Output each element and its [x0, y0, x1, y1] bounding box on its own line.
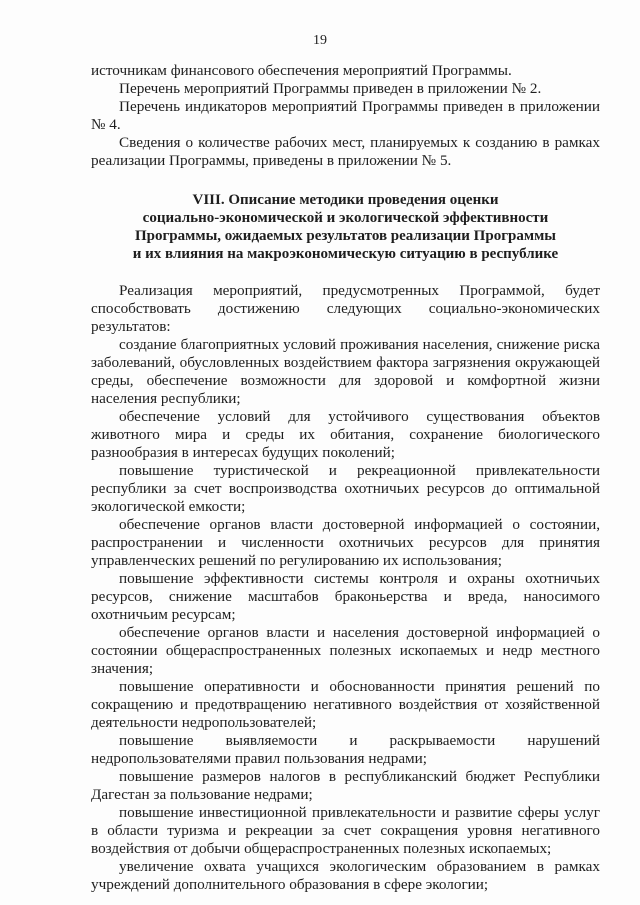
section-heading-line-4: и их влияния на макроэкономическую ситуацию в республике: [132, 246, 559, 262]
section-paragraph-4: повышение туристической и рекреационной привлекательности республики за счет воспроизводства охотничьих ресурсов до оптимальной экологической емкости;: [91, 462, 600, 515]
section-heading-line-1: VIII. Описание методики проведения оценки: [192, 192, 499, 208]
section-paragraph-12: увеличение охвата учащихся экологическим образованием в рамках учреждений дополнительного образования в сфере экологии;: [91, 858, 600, 893]
section-heading-line-3: Программы, ожидаемых результатов реализации Программы: [134, 228, 556, 244]
section-paragraph-8: повышение оперативности и обоснованности принятия решений по сокращению и предотвращению негативного воздействия от хозяйственной деятельности недропользователей;: [91, 678, 600, 731]
section-paragraph-5: обеспечение органов власти достоверной информацией о состоянии, распространении и численности охотничьих ресурсов для принятия управленческих решений по регулированию их использования;: [91, 516, 600, 569]
section-paragraph-11: повышение инвестиционной привлекательности и развитие сферы услуг в области туризма и рекреации за счет сокращения уровня негативного воздействия от добычи общераспространенных полезных ископаемых;: [91, 804, 600, 857]
section-paragraph-10: повышение размеров налогов в республиканский бюджет Республики Дагестан за пользование недрами;: [91, 768, 600, 803]
intro-paragraph-4: Сведения о количестве рабочих мест, планируемых к созданию в рамках реализации Программы, приведены в приложении № 5.: [91, 134, 600, 169]
section-heading-line-2: социально-экономической и экологической эффективности: [142, 210, 549, 226]
intro-paragraph-1: источникам финансового обеспечения мероприятий Программы.: [91, 62, 512, 79]
document-body: [91, 62, 600, 894]
section-paragraph-9: повышение выявляемости и раскрываемости нарушений недропользователями правил пользования недрами;: [91, 732, 600, 767]
page-number: 19: [313, 33, 327, 48]
section-paragraph-7: обеспечение органов власти и населения достоверной информацией о состоянии общераспространенных полезных ископаемых и недр местного значения;: [91, 624, 600, 677]
section-paragraph-3: обеспечение условий для устойчивого существования объектов животного мира и среды их обитания, сохранение биологического разнообразия в интересах будущих поколений;: [91, 408, 600, 461]
section-paragraph-6: повышение эффективности системы контроля и охраны охотничьих ресурсов, снижение масштабов браконьерства и вреда, наносимого охотничьим ресурсам;: [91, 570, 600, 623]
section-paragraph-1: Реализация мероприятий, предусмотренных Программой, будет способствовать достижению следующих социально-экономических результатов:: [91, 282, 600, 335]
intro-paragraph-2: Перечень мероприятий Программы приведен в приложении № 2.: [119, 80, 542, 97]
section-paragraph-2: создание благоприятных условий проживания населения, снижение риска заболеваний, обусловленных воздействием фактора загрязнения окружающей среды, обеспечение возможности для здоровой и комфортной жизни населения республики;: [91, 336, 600, 407]
section-heading: [91, 191, 600, 263]
intro-paragraph-3: Перечень индикаторов мероприятий Программы приведен в приложении № 4.: [91, 98, 600, 133]
